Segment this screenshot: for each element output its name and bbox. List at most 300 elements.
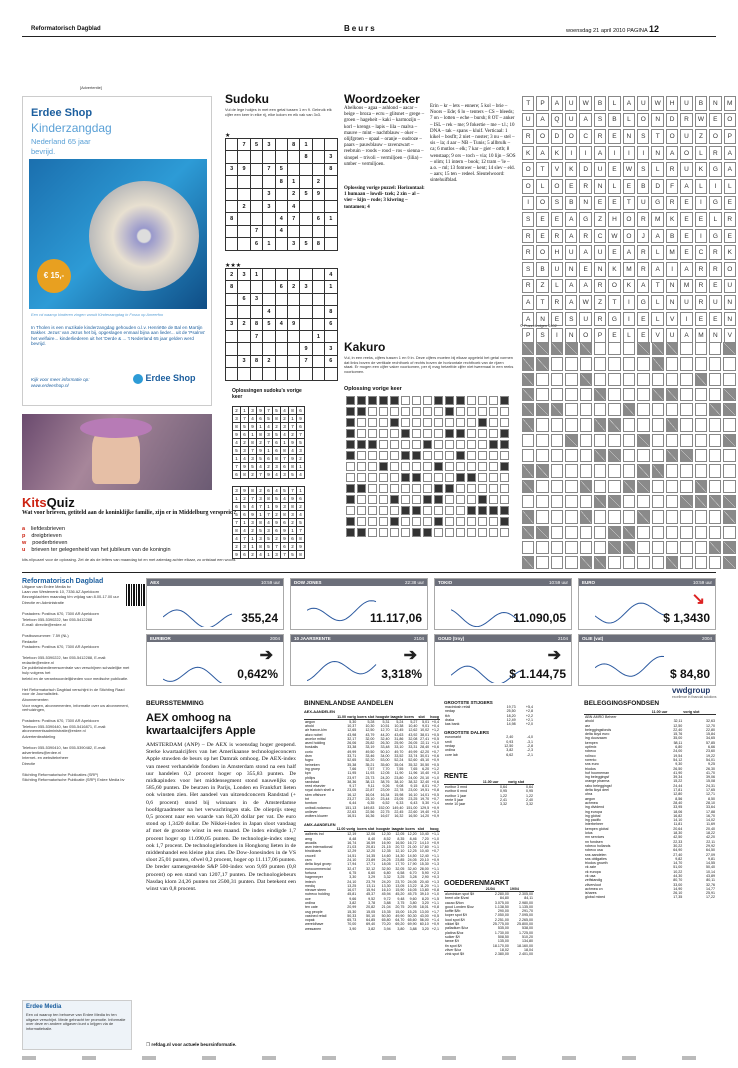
woord-letter[interactable]: I [709,179,721,194]
woord-letter[interactable]: L [695,146,707,161]
sudoku1-cell[interactable] [300,200,312,212]
woord-letter[interactable]: Z [695,129,707,144]
sudoku1-cell[interactable] [226,188,238,200]
woord-letter[interactable]: I [565,146,577,161]
sudoku1-cell[interactable]: 1 [325,213,337,225]
kakuro-empty-cell[interactable] [709,526,721,539]
kakuro-empty-cell[interactable] [695,418,707,431]
sudoku1-cell[interactable] [312,163,324,175]
sudoku2-cell[interactable] [263,368,275,380]
woord-letter[interactable]: E [680,245,692,260]
sudoku1-cell[interactable]: 9 [238,163,250,175]
sudoku1-cell[interactable] [263,225,275,237]
sudoku1-cell[interactable]: 7 [263,163,275,175]
woord-letter[interactable]: O [536,129,548,144]
sudoku1-cell[interactable]: 4 [275,225,287,237]
kakuro-empty-cell[interactable] [594,526,606,539]
woord-letter[interactable]: E [680,196,692,211]
woord-letter[interactable]: R [522,279,534,294]
woord-letter[interactable]: O [709,129,721,144]
woord-letter[interactable]: U [565,113,577,128]
woord-letter[interactable]: K [724,245,736,260]
kakuro-empty-cell[interactable] [565,403,577,416]
sudoku2-cell[interactable] [238,368,250,380]
kakuro-empty-cell[interactable] [551,464,563,477]
kakuro-empty-cell[interactable] [536,510,548,523]
woord-letter[interactable]: N [724,312,736,327]
sudoku1-cell[interactable]: 3 [325,151,337,163]
woord-letter[interactable]: H [666,96,678,111]
kakuro-empty-cell[interactable] [680,403,692,416]
kakuro-empty-cell[interactable] [608,342,620,355]
sudoku1-cell[interactable]: 7 [250,225,262,237]
sudoku1-cell[interactable] [275,188,287,200]
kakuro-empty-cell[interactable] [551,357,563,370]
kakuro-empty-cell[interactable] [565,480,577,493]
kakuro-empty-cell[interactable] [637,541,649,554]
kakuro-empty-cell[interactable] [709,357,721,370]
kakuro-empty-cell[interactable] [580,357,592,370]
kakuro-empty-cell[interactable] [695,388,707,401]
sudoku1-cell[interactable] [226,151,238,163]
kakuro-empty-cell[interactable] [565,541,577,554]
woord-letter[interactable]: O [536,245,548,260]
woord-letter[interactable]: T [608,295,620,310]
erdee-shop-advert[interactable] [22,96,212,406]
sudoku2-cell[interactable]: 7 [300,355,312,367]
woord-letter[interactable]: U [579,312,591,327]
kakuro-empty-cell[interactable] [536,541,548,554]
sudoku1-cell[interactable] [250,213,262,225]
sudoku2-cell[interactable]: 6 [325,355,337,367]
sudoku2-cell[interactable] [226,355,238,367]
kakuro-empty-cell[interactable] [680,373,692,386]
woord-letter[interactable]: V [651,328,663,343]
woord-letter[interactable]: I [522,196,534,211]
kakuro-empty-cell[interactable] [680,556,692,569]
kakuro-empty-cell[interactable] [608,388,620,401]
quiz-option-p[interactable]: p dreigbrieven [22,533,62,539]
woord-letter[interactable]: Z [594,295,606,310]
woord-letter[interactable]: I [695,196,707,211]
woord-letter[interactable]: A [623,96,635,111]
woord-letter[interactable]: R [637,245,649,260]
woord-letter[interactable]: U [594,245,606,260]
kakuro-empty-cell[interactable] [709,434,721,447]
woord-letter[interactable]: L [623,113,635,128]
woord-letter[interactable]: F [666,179,678,194]
sudoku1-cell[interactable] [250,188,262,200]
woord-letter[interactable]: A [565,229,577,244]
sudoku2-cell[interactable]: 4 [275,318,287,330]
sudoku2-cell[interactable]: 2 [238,318,250,330]
sudoku1-cell[interactable] [312,200,324,212]
woord-letter[interactable]: M [651,212,663,227]
sudoku1-cell[interactable] [300,163,312,175]
kakuro-empty-cell[interactable] [666,480,678,493]
kakuro-empty-cell[interactable] [709,556,721,569]
kakuro-empty-cell[interactable] [580,449,592,462]
woord-letter[interactable]: E [551,212,563,227]
sudoku2-cell[interactable] [275,269,287,281]
sudoku2-cell[interactable] [226,293,238,305]
kakuro-empty-cell[interactable] [594,403,606,416]
kakuro-empty-cell[interactable] [623,556,635,569]
woord-letter[interactable]: A [565,279,577,294]
kakuro-empty-cell[interactable] [723,373,736,386]
woord-letter[interactable]: E [608,162,620,177]
woord-letter[interactable]: U [565,245,577,260]
kakuro-empty-cell[interactable] [652,403,664,416]
woord-letter[interactable]: E [680,229,692,244]
woord-letter[interactable]: P [594,328,606,343]
sudoku1-cell[interactable] [287,163,299,175]
woord-letter[interactable]: G [709,229,721,244]
kakuro-empty-cell[interactable] [565,556,577,569]
kakuro-empty-cell[interactable] [723,357,736,370]
kakuro-empty-cell[interactable] [680,480,692,493]
woord-letter[interactable]: M [666,245,678,260]
kakuro-empty-cell[interactable] [695,510,707,523]
kakuro-empty-cell[interactable] [551,556,563,569]
ad-url[interactable]: www.erdeeshop.nl [31,383,69,388]
kakuro-empty-cell[interactable] [536,388,548,401]
woord-letter[interactable]: O [637,113,649,128]
kakuro-empty-cell[interactable] [652,373,664,386]
woord-letter[interactable]: G [608,312,620,327]
sudoku2-cell[interactable] [226,343,238,355]
sudoku1-cell[interactable] [312,225,324,237]
sudoku1-cell[interactable] [250,163,262,175]
market-tile-euro[interactable] [578,578,716,630]
kakuro-empty-cell[interactable] [551,526,563,539]
kakuro-empty-cell[interactable] [565,449,577,462]
woord-letter[interactable]: I [608,146,620,161]
woordzoeker-grid[interactable] [520,94,738,345]
kakuro-empty-cell[interactable] [623,434,635,447]
sudoku1-cell[interactable] [275,238,287,250]
sudoku-grid-2[interactable] [225,268,338,381]
kakuro-empty-cell[interactable] [680,342,692,355]
woord-letter[interactable]: E [536,229,548,244]
woord-letter[interactable]: R [695,295,707,310]
kakuro-empty-cell[interactable] [709,480,721,493]
woord-letter[interactable]: A [623,245,635,260]
woord-letter[interactable]: P [536,96,548,111]
sudoku1-cell[interactable] [226,225,238,237]
sudoku1-cell[interactable]: 8 [275,176,287,188]
sudoku1-cell[interactable]: 3 [226,163,238,175]
sudoku1-cell[interactable] [226,176,238,188]
kakuro-empty-cell[interactable] [666,510,678,523]
sudoku1-cell[interactable] [250,200,262,212]
sudoku2-cell[interactable]: 2 [287,281,299,293]
sudoku2-cell[interactable] [287,355,299,367]
kakuro-empty-cell[interactable] [536,449,548,462]
kakuro-empty-cell[interactable] [522,434,534,447]
sudoku1-cell[interactable] [250,176,262,188]
sudoku1-cell[interactable]: 8 [226,213,238,225]
woord-letter[interactable]: G [709,196,721,211]
kakuro-empty-cell[interactable] [680,464,692,477]
woord-letter[interactable]: E [695,312,707,327]
woord-letter[interactable]: K [608,262,620,277]
kakuro-empty-cell[interactable] [623,495,635,508]
market-tile-aex[interactable] [146,578,284,630]
sudoku1-cell[interactable]: 5 [300,238,312,250]
woord-letter[interactable]: C [594,229,606,244]
woord-letter[interactable]: B [536,262,548,277]
sudoku1-cell[interactable]: 6 [312,213,324,225]
sudoku2-cell[interactable] [312,318,324,330]
woord-letter[interactable]: L [536,179,548,194]
woord-letter[interactable]: R [709,245,721,260]
kakuro-empty-cell[interactable] [680,510,692,523]
kakuro-empty-cell[interactable] [608,357,620,370]
woord-letter[interactable]: O [724,113,736,128]
kakuro-empty-cell[interactable] [536,418,548,431]
kakuro-empty-cell[interactable] [637,373,649,386]
woord-letter[interactable]: N [651,146,663,161]
sudoku1-cell[interactable] [226,139,238,151]
woord-letter[interactable]: I [637,146,649,161]
sudoku2-cell[interactable]: 1 [250,269,262,281]
kakuro-empty-cell[interactable] [551,480,563,493]
sudoku2-cell[interactable]: 9 [287,318,299,330]
woord-letter[interactable]: J [637,229,649,244]
kakuro-empty-cell[interactable] [652,541,664,554]
kakuro-empty-cell[interactable] [536,495,548,508]
sudoku2-cell[interactable]: 6 [325,318,337,330]
sudoku2-cell[interactable] [325,368,337,380]
kakuro-empty-cell[interactable] [652,480,664,493]
woord-letter[interactable]: A [594,146,606,161]
market-tile-goud-troy-[interactable] [434,634,572,686]
kakuro-empty-cell[interactable] [522,495,534,508]
kakuro-empty-cell[interactable] [551,434,563,447]
woord-letter[interactable]: O [565,129,577,144]
sudoku2-cell[interactable]: 8 [250,355,262,367]
sudoku2-cell[interactable] [263,281,275,293]
kakuro-empty-cell[interactable] [652,526,664,539]
woord-letter[interactable]: A [565,212,577,227]
woord-letter[interactable]: U [666,328,678,343]
kakuro-empty-cell[interactable] [723,449,736,462]
kakuro-empty-cell[interactable] [608,480,620,493]
woord-letter[interactable]: A [651,262,663,277]
sudoku2-cell[interactable] [287,343,299,355]
kakuro-empty-cell[interactable] [652,510,664,523]
sudoku2-cell[interactable]: 7 [250,330,262,342]
sudoku2-cell[interactable]: 3 [250,293,262,305]
sudoku1-cell[interactable] [263,213,275,225]
woord-letter[interactable]: A [565,295,577,310]
woord-letter[interactable]: L [608,179,620,194]
kakuro-empty-cell[interactable] [723,418,736,431]
sudoku2-cell[interactable] [226,306,238,318]
kakuro-empty-cell[interactable] [666,403,678,416]
woord-letter[interactable]: U [680,129,692,144]
sudoku2-cell[interactable] [275,355,287,367]
kakuro-empty-cell[interactable] [695,434,707,447]
woord-letter[interactable]: N [651,113,663,128]
kakuro-empty-cell[interactable] [680,526,692,539]
woord-letter[interactable]: R [594,312,606,327]
sudoku1-cell[interactable]: 2 [238,200,250,212]
woord-letter[interactable]: L [651,295,663,310]
market-tile-dow-jones[interactable] [290,578,428,630]
kakuro-empty-cell[interactable] [695,449,707,462]
sudoku2-cell[interactable] [312,269,324,281]
sudoku2-cell[interactable]: 3 [238,269,250,281]
kakuro-empty-cell[interactable] [551,510,563,523]
sudoku1-cell[interactable] [275,139,287,151]
kakuro-empty-cell[interactable] [623,449,635,462]
kakuro-empty-cell[interactable] [680,541,692,554]
sudoku1-cell[interactable] [325,238,337,250]
woord-letter[interactable]: I [551,328,563,343]
kakuro-empty-cell[interactable] [565,526,577,539]
woord-letter[interactable]: O [680,146,692,161]
woord-letter[interactable]: E [608,196,620,211]
sudoku2-cell[interactable]: 9 [300,343,312,355]
woord-letter[interactable]: N [724,295,736,310]
woord-letter[interactable]: V [666,312,678,327]
kakuro-empty-cell[interactable] [594,342,606,355]
kakuro-empty-cell[interactable] [580,526,592,539]
woord-letter[interactable]: T [536,162,548,177]
woord-letter[interactable]: A [522,312,534,327]
kakuro-empty-cell[interactable] [522,449,534,462]
kakuro-empty-cell[interactable] [666,541,678,554]
kakuro-empty-cell[interactable] [565,388,577,401]
sudoku1-cell[interactable]: 6 [250,238,262,250]
woord-letter[interactable]: I [680,312,692,327]
woord-letter[interactable]: R [637,262,649,277]
kakuro-empty-cell[interactable] [594,373,606,386]
woord-letter[interactable]: O [551,179,563,194]
woord-letter[interactable]: L [651,245,663,260]
sudoku1-cell[interactable] [312,151,324,163]
woord-letter[interactable]: A [724,146,736,161]
woord-letter[interactable]: N [709,96,721,111]
sudoku2-cell[interactable]: 2 [226,269,238,281]
sudoku2-cell[interactable]: 2 [263,355,275,367]
kakuro-empty-cell[interactable] [580,388,592,401]
woord-letter[interactable]: Z [536,279,548,294]
woord-letter[interactable]: P [522,328,534,343]
sudoku1-cell[interactable]: 1 [287,176,299,188]
woord-letter[interactable]: U [565,96,577,111]
woord-letter[interactable]: U [680,162,692,177]
sudoku2-cell[interactable]: 8 [226,281,238,293]
sudoku1-cell[interactable] [226,200,238,212]
kakuro-empty-cell[interactable] [594,510,606,523]
kakuro-empty-cell[interactable] [565,510,577,523]
woord-letter[interactable]: G [651,196,663,211]
sudoku1-cell[interactable] [238,238,250,250]
woord-letter[interactable]: O [666,129,678,144]
kakuro-empty-cell[interactable] [695,403,707,416]
kakuro-empty-cell[interactable] [666,526,678,539]
woord-letter[interactable]: R [680,113,692,128]
woord-letter[interactable]: K [666,212,678,227]
woord-letter[interactable]: E [579,262,591,277]
sudoku1-cell[interactable]: 7 [287,213,299,225]
woord-letter[interactable]: U [709,295,721,310]
kakuro-empty-cell[interactable] [580,464,592,477]
sudoku2-cell[interactable] [287,330,299,342]
sudoku2-cell[interactable] [275,293,287,305]
woord-letter[interactable]: A [579,279,591,294]
kakuro-empty-cell[interactable] [623,388,635,401]
woord-letter[interactable]: E [724,196,736,211]
woord-letter[interactable]: N [594,262,606,277]
woord-letter[interactable]: K [551,146,563,161]
woord-letter[interactable]: W [651,96,663,111]
woord-letter[interactable]: B [608,113,620,128]
woord-letter[interactable]: U [680,295,692,310]
quiz-option-u[interactable]: u brieven ter gelegenheid van het jubileum van de koningin [22,547,171,553]
sudoku2-cell[interactable] [275,306,287,318]
kakuro-empty-cell[interactable] [695,541,707,554]
sudoku2-cell[interactable]: 3 [226,318,238,330]
kakuro-empty-cell[interactable] [594,434,606,447]
woord-letter[interactable]: O [608,279,620,294]
woord-letter[interactable]: B [594,96,606,111]
sudoku1-cell[interactable]: 8 [287,139,299,151]
kakuro-empty-cell[interactable] [594,357,606,370]
kakuro-empty-cell[interactable] [580,434,592,447]
sudoku1-cell[interactable]: 8 [325,163,337,175]
woord-letter[interactable]: L [651,162,663,177]
woord-letter[interactable]: E [709,312,721,327]
woord-letter[interactable]: S [637,162,649,177]
sudoku2-cell[interactable]: 4 [325,269,337,281]
market-tile-olie-vat-[interactable] [578,634,716,686]
sudoku1-cell[interactable]: 3 [263,188,275,200]
woord-letter[interactable]: R [522,245,534,260]
woord-letter[interactable]: Z [594,212,606,227]
woord-letter[interactable]: R [522,129,534,144]
sudoku1-cell[interactable] [275,200,287,212]
sudoku2-cell[interactable] [300,306,312,318]
woord-letter[interactable]: T [651,129,663,144]
woord-letter[interactable]: T [536,295,548,310]
kakuro-empty-cell[interactable] [536,434,548,447]
woord-letter[interactable]: I [695,229,707,244]
woord-letter[interactable]: O [522,162,534,177]
woord-letter[interactable]: R [551,229,563,244]
woord-letter[interactable]: M [695,328,707,343]
kakuro-empty-cell[interactable] [551,418,563,431]
kakuro-empty-cell[interactable] [580,418,592,431]
woord-letter[interactable]: S [637,129,649,144]
sudoku1-cell[interactable]: 8 [300,151,312,163]
kakuro-empty-cell[interactable] [680,418,692,431]
woord-letter[interactable]: C [579,129,591,144]
woord-letter[interactable]: T [522,96,534,111]
woord-letter[interactable]: S [536,328,548,343]
woord-letter[interactable]: E [608,245,620,260]
sudoku1-cell[interactable] [300,225,312,237]
woord-letter[interactable]: B [695,96,707,111]
kakuro-empty-cell[interactable] [637,418,649,431]
woord-letter[interactable]: A [724,162,736,177]
woord-letter[interactable]: D [579,162,591,177]
woord-letter[interactable]: N [594,179,606,194]
sudoku1-cell[interactable] [250,151,262,163]
